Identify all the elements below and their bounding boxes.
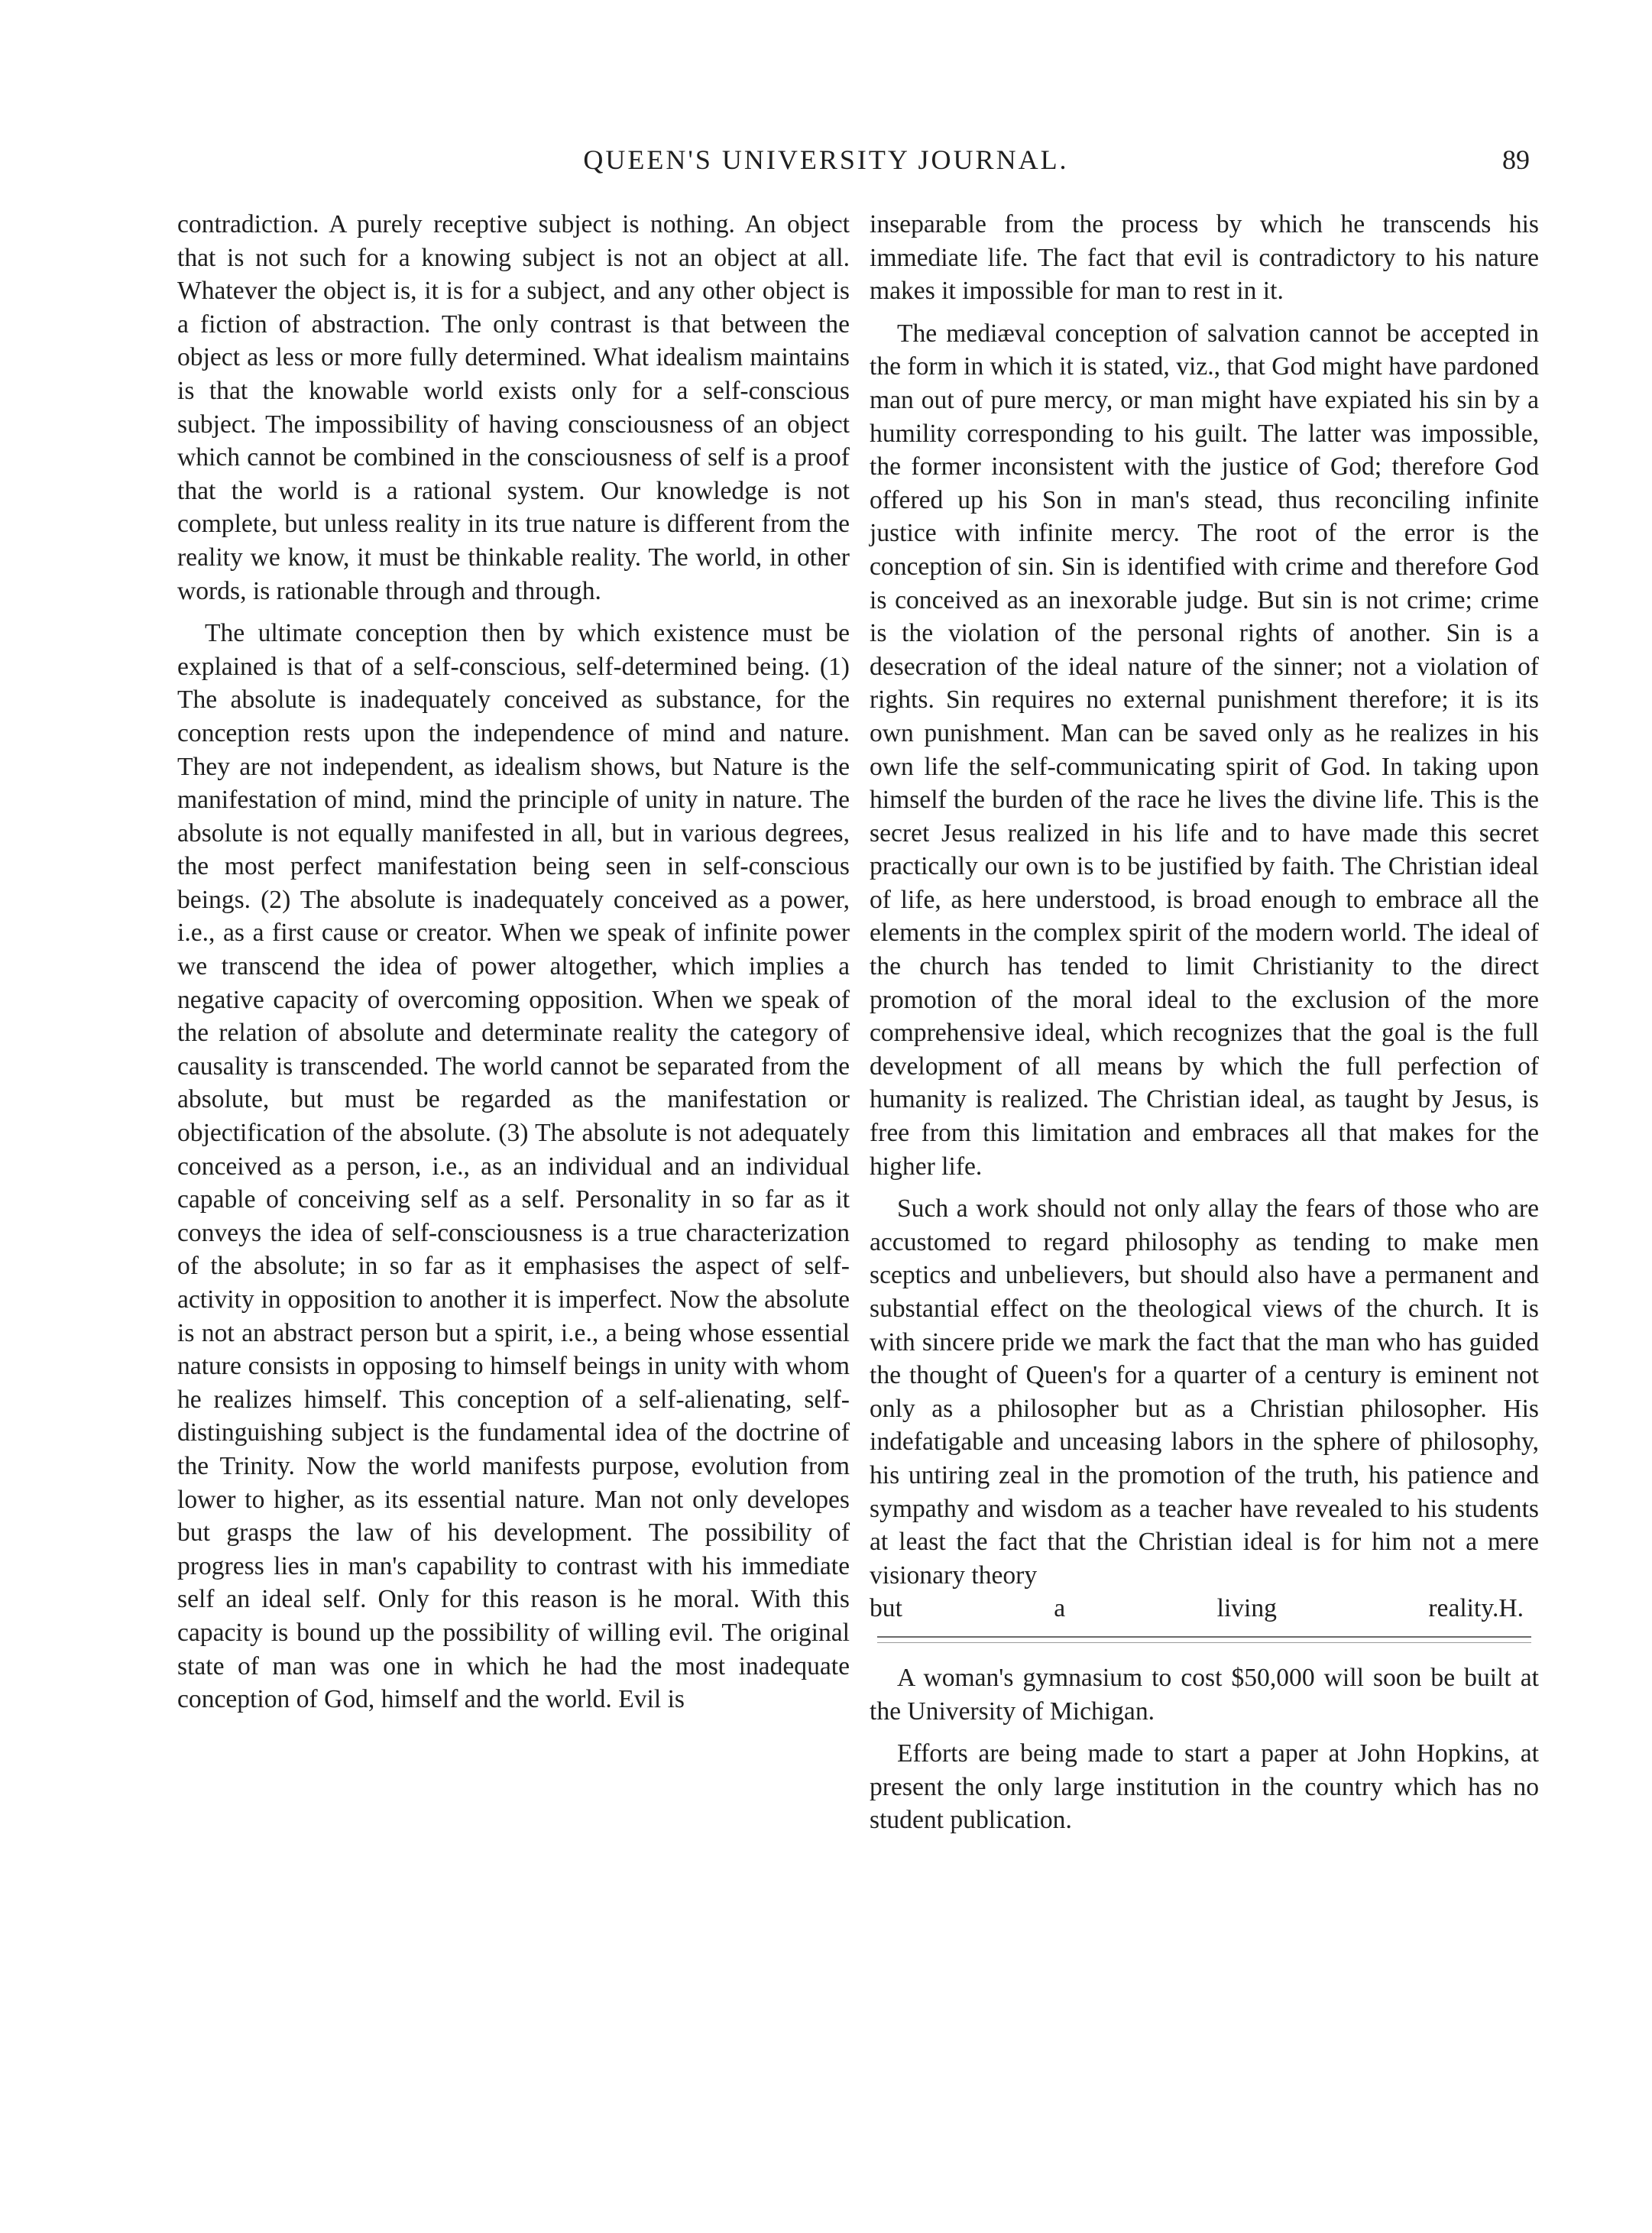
left-paragraph-1: contradiction. A purely receptive subject is nothing. An object that is not such for a knowing subject is not an object at all. Whatever the object is, it is for a subject, and any other object is a fiction of abstraction. The only contrast is that between the object as less or more fully determined. What idealism maintains is that the knowable world exists only for a self-conscious subject. The impossibility of having consciousness of an object which cannot be combined in the consciousness of self is a proof that the world is a rational system. Our knowledge is not complete, but unless reality in its true nature is different from the reality we know, it must be thinkable reality. The world, in other words, is rationable through and through.	[177, 210, 850, 605]
running-head	[0, 144, 1652, 182]
news-item-gymnasium: A woman's gymnasium to cost $50,000 will soon be built at the University of Michigan.	[870, 1663, 1539, 1726]
left-paragraph-2: The ultimate conception then by which existence must be explained is that of a self-conscious, self-determined being. (1) The absolute is inadequately conceived as substance, for the conception rests upon the independence of mind and nature. They are not independent, as idealism shows, but Nature is the manifestation of mind, mind the principle of unity in nature. The absolute is not equally manifested in all, but in various degrees, the most perfect manifestation being seen in self-conscious beings. (2) The absolute is inadequately conceived as a power, i.e., as a first cause or creator. When we speak of infinite power we transcend the idea of power altogether, which implies a negative capacity of overcoming opposition. When we speak of the relation of absolute and determinate reality the category of causality is transcended. The world cannot be separated from the absolute, but must be regarded as the manifestation or objectification of the absolute. (3) The absolute is not adequately conceived as a person, i.e., as an individual and an individual capable of conceiving self as a self. Personality in so far as it conveys the idea of self-consciousness is a true characterization of the absolute; in so far as it emphasises the aspect of self-activity in opposition to another it is imperfect. Now the absolute is not an abstract person but a spirit, i.e., a being whose essential nature consists in opposing to himself beings in unity with whom he realizes himself. This conception of a self-alienating, self-distinguishing subject is the fundamental idea of the doctrine of the Trinity. Now the world manifests purpose, evolution from lower to higher, as its essential nature. Man not only developes but grasps the law of his development. The possibility of progress lies in man's capability to contrast with his immediate self an ideal self. Only for this reason is he moral. With this capacity is bound up the possibility of willing evil. The original state of man was one in which he had the most inadequate conception of God, himself and the world. Evil is	[177, 619, 850, 1714]
section-divider-secondary	[877, 1642, 1531, 1643]
left-column	[177, 208, 850, 1716]
right-paragraph-3: Such a work should not only allay the fears of those who are accustomed to regard philosophy as tending to make men sceptics and unbelievers, but should also have a permanent and substantial effect on the theological views of the church. It is with sincere pride we mark the fact that the man who has guided the thought of Queen's for a quarter of a century is eminent not only as a philosopher but as a Christian philosopher. His indefatigable and unceasing labors in the sphere of philosophy, his untiring zeal in the promotion of the truth, his patience and sympathy and wisdom as a teacher have revealed to his students at least the fact that the Christian ideal is for him not a mere visionary theory	[870, 1194, 1539, 1590]
closing-line	[870, 1592, 1539, 1625]
right-paragraph-2: The mediæval conception of salvation cannot be accepted in the form in which it is stated, viz., that God might have pardoned man out of pure mercy, or man might have expiated his sin by a humility corresponding to his guilt. The latter was impossible, the former inconsistent with the justice of God; therefore God offered up his Son in man's stead, thus reconciling infinite justice with infinite mercy. The root of the error is the conception of sin. Sin is identified with crime and therefore God is conceived as an inexorable judge. But sin is not crime; crime is the violation of the personal rights of another. Sin is a desecration of the ideal nature of the sinner; not a violation of rights. Sin requires no external punishment therefore; it is its own punishment. Man can be saved only as he realizes in his own life the self-communicating spirit of God. In taking upon himself the burden of the race he lives the divine life. This is the secret Jesus realized in his life and to have made this secret practically our own is to be justified by faith. The Christian ideal of life, as here understood, is broad enough to embrace all the elements in the complex spirit of the modern world. The ideal of the church has tended to limit Christianity to the direct promotion of the moral ideal to the exclusion of the more comprehensive ideal, which recognizes that the goal is the full development of all means by which the full perfection of humanity is realized. The Christian ideal, as taught by Jesus, is free from this limitation and embraces all that makes for the higher life.	[870, 319, 1539, 1181]
page-number: 89	[1502, 144, 1530, 175]
right-paragraph-1: inseparable from the process by which he transcends his immediate life. The fact that evil is contradictory to his nature makes it impossible for man to rest in it.	[870, 210, 1539, 306]
right-column	[870, 208, 1539, 1837]
closing-text: but a living reality.	[870, 1594, 1499, 1623]
section-divider	[877, 1636, 1531, 1638]
journal-title: QUEEN'S UNIVERSITY JOURNAL.	[583, 144, 1069, 175]
news-item-student-paper: Efforts are being made to start a paper at John Hopkins, at present the only large institution in the country which has no student publication.	[870, 1739, 1539, 1835]
news-items	[870, 1661, 1539, 1837]
author-signature: H.	[1498, 1594, 1524, 1623]
